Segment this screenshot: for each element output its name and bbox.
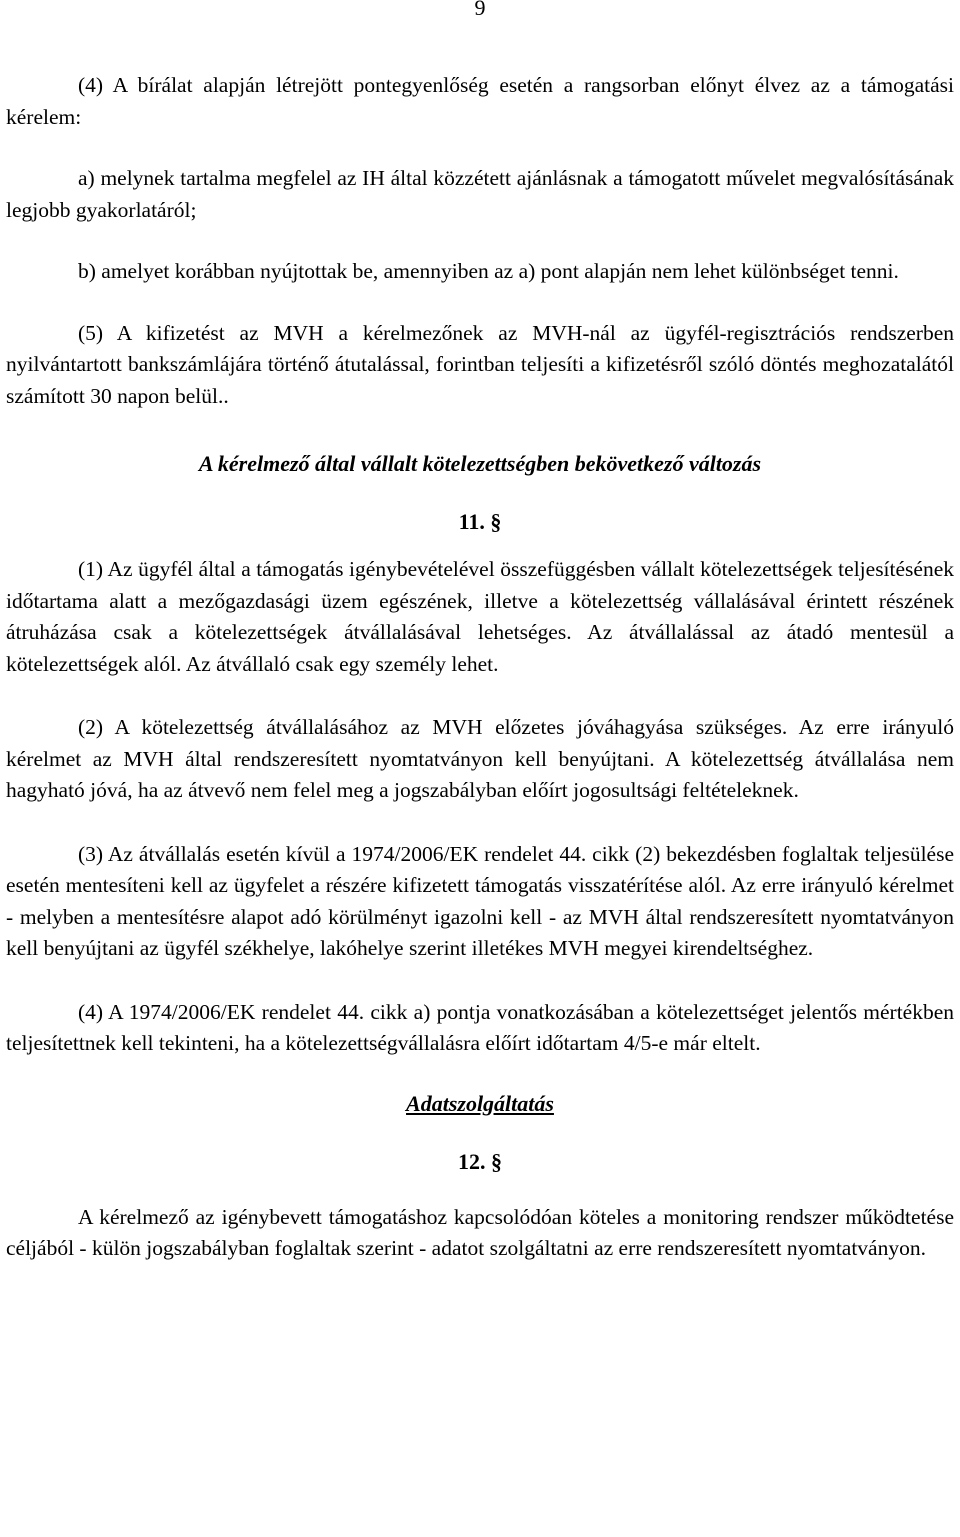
document-body [6, 70, 954, 1265]
heading-data-supply: Adatszolgáltatás [406, 1090, 554, 1116]
section-11-paragraph-3: (3) Az átvállalás esetén kívül a 1974/2006/EK rendelet 44. cikk (2) bekezdésben foglaltak teljesülése esetén mentesíteni kell az ügyfelet a részére kifizetett támogatás visszatérítése alól. Az erre irányuló kérelmet - melyben a mentesítésre alapot adó körülményt igazolni kell - az MVH által rendszeresített nyomtatványon kell benyújtani az ügyfél székhelye, lakóhelye szerint illetékes MVH megyei kirendeltséghez. [6, 841, 954, 960]
paragraph-5: (5) A kifizetést az MVH a kérelmezőnek az MVH-nál az ügyfél-regisztrációs rendszerben nyilvántartott bankszámlájára történő átutalással, forintban teljesíti a kifizetésről szóló döntés meghozatalától számított 30 napon belül.. [6, 320, 954, 408]
section-12-number: 12. § [458, 1148, 502, 1174]
section-11-number: 11. § [458, 509, 502, 534]
section-11-paragraph-1: (1) Az ügyfél által a támogatás igénybevételével összefüggésben vállalt kötelezettségek teljesítésének időtartama alatt a mezőgazdasági üzem egészének, illetve a kötelezettség vállalásával érintett részének átruházása csak a kötelezettségek átvállalásával lehetséges. Az átvállalással az átadó mentesül a kötelezettségek alól. Az átvállaló csak egy személy lehet. [6, 557, 954, 676]
section-11-paragraph-2: (2) A kötelezettség átvállalásához az MVH előzetes jóváhagyása szükséges. Az erre irányuló kérelmet az MVH által rendszeresített nyomtatványon kell benyújtani. A kötelezettség átvállalása nem hagyható jóvá, ha az átvevő nem felel meg a jogszabályban előírt jogosultsági feltételeknek. [6, 715, 954, 802]
heading-obligation-change: A kérelmező által vállalt kötelezettségben bekövetkező változás [198, 451, 762, 476]
section-11-paragraph-4: (4) A 1974/2006/EK rendelet 44. cikk a) pontja vonatkozásában a kötelezettséget jelentős mértékben teljesítettnek kell tekinteni, ha a kötelezettségvállalásra előírt időtartam 4/5-e már eltelt. [6, 999, 954, 1055]
paragraph-4-point-a: a) melynek tartalma megfelel az IH által közzétett ajánlásnak a támogatott művelet megvalósításának legjobb gyakorlatáról; [6, 166, 954, 222]
paragraph-4-intro: (4) A bírálat alapján létrejött pontegyenlőség esetén a rangsorban előnyt élvez az a támogatási kérelem: [6, 73, 954, 129]
section-12-paragraph-1: A kérelmező az igénybevett támogatáshoz kapcsolódóan köteles a monitoring rendszer működtetése céljából - külön jogszabályban foglaltak szerint - adatot szolgáltatni az erre rendszeresített nyomtatványon. [6, 1204, 954, 1260]
page-number: 9 [474, 0, 486, 20]
paragraph-4-point-b: b) amelyet korábban nyújtottak be, amennyiben az a) pont alapján nem lehet különbséget tenni. [78, 259, 899, 283]
